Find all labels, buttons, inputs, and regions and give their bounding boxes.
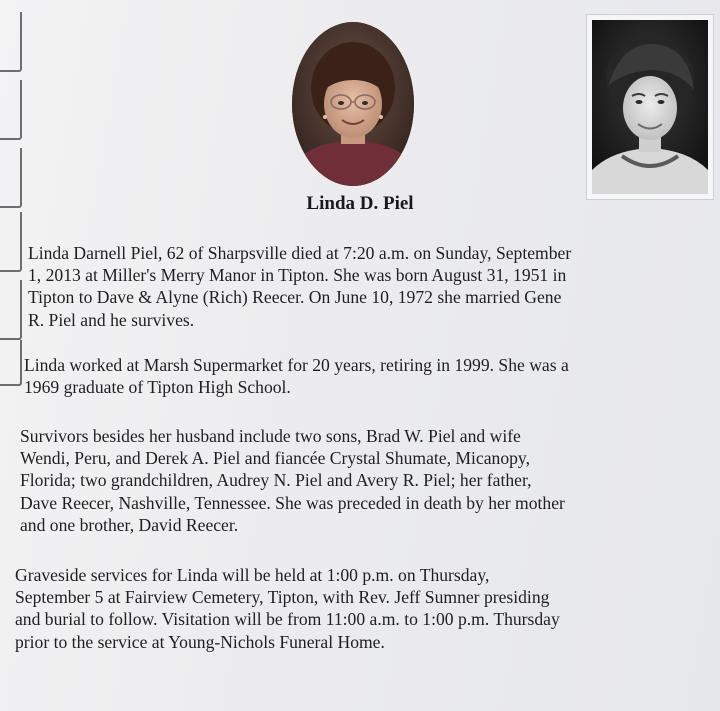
binder-tab (0, 340, 22, 386)
portrait-yearbook-image (592, 20, 708, 194)
text-line: Graveside services for Linda will be held at 1:00 p.m. on Thursday, (15, 565, 490, 585)
binder-tab (0, 280, 22, 340)
text-line: 1, 2013 at Miller's Merry Manor in Tipton. She was born August 31, 1951 in (28, 265, 567, 286)
binder-tab (0, 212, 22, 272)
obituary-paragraph-survivors (20, 425, 690, 536)
obituary-paragraph-services (15, 564, 685, 653)
text-line: Florida; two grandchildren, Audrey N. Piel and Avery R. Piel; her father, (20, 470, 532, 491)
text-line: Tipton to Dave & Alyne (Rich) Reecer. On June 10, 1972 she married Gene (28, 287, 562, 308)
obituary-name-heading: Linda D. Piel (306, 193, 414, 214)
portrait-oval-image (292, 22, 414, 186)
text-line: and one brother, David Reecer. (20, 514, 239, 535)
portrait-oval (292, 22, 414, 186)
obituary-paragraph-biography (28, 242, 698, 331)
portrait-yearbook (586, 14, 714, 200)
text-line: Linda Darnell Piel, 62 of Sharpsville died at 7:20 a.m. on Sunday, September (28, 243, 572, 263)
binder-tab (0, 80, 22, 140)
text-line: Linda worked at Marsh Supermarket for 20 years, retiring in 1999. She was a (24, 355, 569, 375)
text-line: Survivors besides her husband include two sons, Brad W. Piel and wife (20, 426, 521, 446)
text-line: September 5 at Fairview Cemetery, Tipton, with Rev. Jeff Sumner presiding (15, 587, 550, 608)
text-line: prior to the service at Young-Nichols Funeral Home. (15, 631, 385, 652)
binder-tab (0, 12, 22, 72)
text-line: Wendi, Peru, and Derek A. Piel and fiancée Crystal Shumate, Micanopy, (20, 448, 530, 469)
obituary-paragraph-career (24, 354, 694, 398)
text-line: R. Piel and he survives. (28, 309, 195, 330)
text-line: Dave Reecer, Nashville, Tennessee. She was preceded in death by her mother (20, 492, 565, 513)
text-line: 1969 graduate of Tipton High School. (24, 377, 291, 398)
text-line: and burial to follow. Visitation will be from 11:00 a.m. to 1:00 p.m. Thursday (15, 609, 560, 630)
